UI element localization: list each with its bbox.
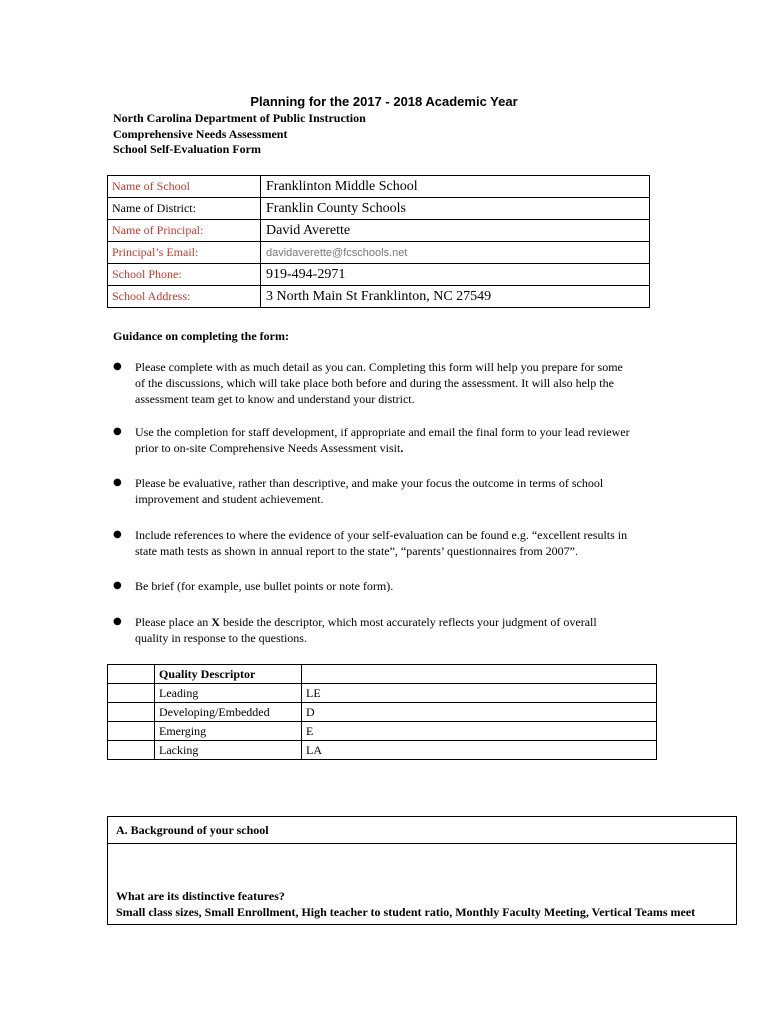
- info-row-address: [108, 286, 650, 308]
- heading-form: School Self-Evaluation Form: [113, 142, 262, 156]
- page-title: Planning for the 2017 - 2018 Academic Year: [250, 94, 518, 109]
- quality-mark-cell[interactable]: [108, 722, 155, 741]
- info-row-email: [108, 242, 650, 264]
- quality-mark-cell[interactable]: [108, 665, 155, 684]
- distinctive-features-answer: Small class sizes, Small Enrollment, High teacher to student ratio, Monthly Faculty Meeting, Vertical Teams meet: [116, 905, 696, 919]
- info-value: David Averette: [261, 220, 650, 242]
- info-label: Principal’s Email:: [108, 242, 261, 264]
- info-label: School Address:: [108, 286, 261, 308]
- background-heading: A. Background of your school: [108, 817, 737, 844]
- guidance-bullet: ● Please place an X beside the descriptor, which most accurately reflects your judgment of overall quality in response to the questions.: [113, 615, 597, 645]
- guidance-bullet: ● Please complete with as much detail as you can. Completing this form will help you prepare for some of the discussions, which will take place both before and during the assessment. It will also help the assessment team get to know and understand your district.: [113, 360, 623, 406]
- bullet-dot-icon: ●: [113, 361, 122, 372]
- quality-header-row: [108, 665, 657, 684]
- background-content-row: [108, 844, 737, 925]
- info-value: davidaverette@fcschools.net: [261, 242, 650, 264]
- info-value: 919-494-2971: [261, 264, 650, 286]
- quality-row-lacking: [108, 741, 657, 760]
- quality-header: Quality Descriptor: [155, 665, 302, 684]
- quality-name: Lacking: [155, 741, 302, 760]
- guidance-title: Guidance on completing the form:: [113, 329, 289, 343]
- guidance-bullet: ● Be brief (for example, use bullet points or note form).: [113, 579, 394, 593]
- quality-row-developing: [108, 703, 657, 722]
- info-value: Franklin County Schools: [261, 198, 650, 220]
- info-row-school: [108, 176, 650, 198]
- quality-mark-cell[interactable]: [108, 684, 155, 703]
- distinctive-features-question: What are its distinctive features?: [116, 889, 285, 903]
- background-content[interactable]: [108, 844, 737, 925]
- guidance-bullet: ● Include references to where the evidence of your self-evaluation can be found e.g. “excellent results in state math tests as shown in annual report to the state”, “parents’ questionnaires from 2007”.: [113, 528, 628, 558]
- bullet-dot-icon: ●: [113, 616, 122, 627]
- info-row-phone: [108, 264, 650, 286]
- quality-code: LA: [302, 741, 657, 760]
- info-label: Name of District:: [108, 198, 261, 220]
- info-row-principal: [108, 220, 650, 242]
- quality-code-cell: [302, 665, 657, 684]
- heading-assessment: Comprehensive Needs Assessment: [113, 126, 288, 141]
- info-value: Franklinton Middle School: [261, 176, 650, 198]
- bullet-dot-icon: ●: [113, 426, 122, 437]
- quality-name: Leading: [155, 684, 302, 703]
- quality-code: D: [302, 703, 657, 722]
- heading-department: North Carolina Department of Public Instruction: [113, 111, 366, 125]
- info-row-district: [108, 198, 650, 220]
- quality-descriptor-table: [107, 664, 657, 760]
- info-value: 3 North Main St Franklinton, NC 27549: [261, 286, 650, 308]
- info-label: Name of School: [108, 176, 261, 198]
- info-label: Name of Principal:: [108, 220, 261, 242]
- quality-name: Developing/Embedded: [155, 703, 302, 722]
- quality-row-emerging: [108, 722, 657, 741]
- quality-mark-cell[interactable]: [108, 703, 155, 722]
- info-label: School Phone:: [108, 264, 261, 286]
- quality-mark-cell[interactable]: [108, 741, 155, 760]
- form-headings: [113, 111, 366, 158]
- bullet-dot-icon: ●: [113, 477, 122, 488]
- bullet-dot-icon: ●: [113, 580, 122, 591]
- background-heading-row: [108, 817, 737, 844]
- background-section-table: [107, 816, 737, 925]
- quality-row-leading: [108, 684, 657, 703]
- bullet-dot-icon: ●: [113, 529, 122, 540]
- school-info-table: [107, 175, 650, 308]
- quality-code: LE: [302, 684, 657, 703]
- quality-code: E: [302, 722, 657, 741]
- quality-name: Emerging: [155, 722, 302, 741]
- guidance-bullet: ● Please be evaluative, rather than descriptive, and make your focus the outcome in terms of school improvement and student achievement.: [113, 476, 604, 506]
- guidance-bullet: ● Use the completion for staff development, if appropriate and email the final form to your lead reviewer prior to on-site Comprehensive Needs Assessment visit.: [113, 425, 630, 455]
